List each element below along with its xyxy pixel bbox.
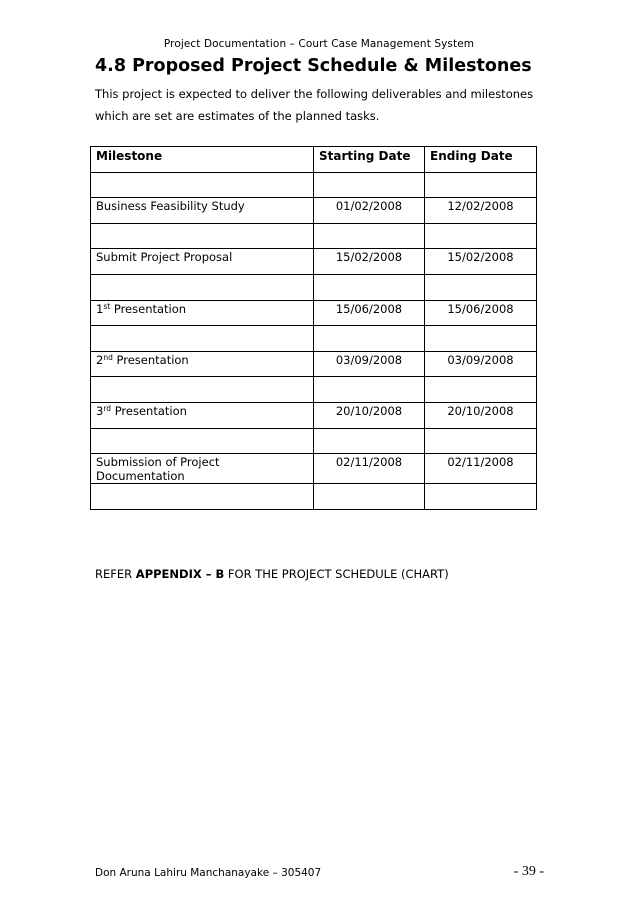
end-date-cell <box>425 428 537 454</box>
milestone-text-suffix: Presentation <box>110 301 187 316</box>
start-date-cell <box>314 274 425 300</box>
milestone-cell <box>91 428 314 454</box>
ending-date-column-header: Ending Date <box>425 147 537 173</box>
table-header-row <box>91 147 537 173</box>
start-date-cell <box>314 428 425 454</box>
end-date-cell <box>425 274 537 300</box>
start-date-cell: 20/10/2008 <box>314 402 425 428</box>
refer-suffix: FOR THE PROJECT SCHEDULE (CHART) <box>224 567 449 581</box>
end-date-cell <box>425 377 537 403</box>
milestone-text: 3 <box>96 403 104 418</box>
ordinal-suffix: rd <box>103 404 112 414</box>
start-date-cell: 15/02/2008 <box>314 249 425 275</box>
milestone-cell <box>91 377 314 403</box>
milestone-text: Business Feasibility Study <box>96 199 245 214</box>
start-date-cell: 03/09/2008 <box>314 351 425 377</box>
table-row <box>91 274 537 300</box>
end-date-cell: 03/09/2008 <box>425 351 537 377</box>
appendix-name: APPENDIX – B <box>135 567 225 581</box>
start-date-cell: 15/06/2008 <box>314 300 425 326</box>
milestone-cell <box>91 223 314 249</box>
end-date-cell <box>425 326 537 352</box>
start-date-cell <box>314 484 425 510</box>
table-row <box>91 351 537 377</box>
milestones-table <box>90 146 537 510</box>
end-date-cell <box>425 223 537 249</box>
milestone-cell <box>91 198 314 224</box>
start-date-cell: 01/02/2008 <box>314 198 425 224</box>
section-title: 4.8 Proposed Project Schedule & Milestones <box>95 56 532 76</box>
milestone-cell <box>91 172 314 198</box>
milestone-cell <box>91 300 314 326</box>
milestone-column-header: Milestone <box>91 147 314 173</box>
starting-date-column-header: Starting Date <box>314 147 425 173</box>
start-date-cell: 02/11/2008 <box>314 454 425 484</box>
table-row <box>91 326 537 352</box>
start-date-cell <box>314 172 425 198</box>
milestone-cell <box>91 402 314 428</box>
milestone-cell <box>91 351 314 377</box>
milestone-text: Submission of Project Documentation <box>96 455 220 484</box>
table-row <box>91 484 537 510</box>
ordinal-suffix: st <box>103 301 111 311</box>
table-row <box>91 172 537 198</box>
page-number: - 39 - <box>513 864 544 879</box>
table-row <box>91 428 537 454</box>
milestone-cell <box>91 274 314 300</box>
start-date-cell <box>314 326 425 352</box>
footer-author: Don Aruna Lahiru Manchanayake – 305407 <box>95 867 322 879</box>
table-row <box>91 198 537 224</box>
milestone-text-suffix: Presentation <box>112 352 189 367</box>
end-date-cell <box>425 484 537 510</box>
milestone-cell <box>91 454 314 484</box>
end-date-cell: 20/10/2008 <box>425 402 537 428</box>
end-date-cell: 12/02/2008 <box>425 198 537 224</box>
start-date-cell <box>314 223 425 249</box>
end-date-cell: 15/06/2008 <box>425 300 537 326</box>
table-row <box>91 377 537 403</box>
appendix-reference <box>95 567 449 581</box>
milestone-cell <box>91 484 314 510</box>
intro-paragraph: This project is expected to deliver the following deliverables and milestones which are set are estimates of the planned tasks. <box>95 87 534 123</box>
table-row <box>91 454 537 484</box>
table-row <box>91 300 537 326</box>
running-header: Project Documentation – Court Case Management System <box>163 38 475 50</box>
refer-prefix: REFER <box>95 567 136 581</box>
table-row <box>91 249 537 275</box>
end-date-cell: 02/11/2008 <box>425 454 537 484</box>
table-row <box>91 223 537 249</box>
table-row <box>91 402 537 428</box>
milestone-text: 2 <box>96 352 104 367</box>
end-date-cell <box>425 172 537 198</box>
milestone-cell <box>91 249 314 275</box>
milestone-text-suffix: Presentation <box>111 403 187 418</box>
ordinal-suffix: nd <box>103 352 113 362</box>
milestone-text: 1 <box>96 301 104 316</box>
end-date-cell: 15/02/2008 <box>425 249 537 275</box>
milestone-cell <box>91 326 314 352</box>
start-date-cell <box>314 377 425 403</box>
milestone-text: Submit Project Proposal <box>96 250 233 265</box>
